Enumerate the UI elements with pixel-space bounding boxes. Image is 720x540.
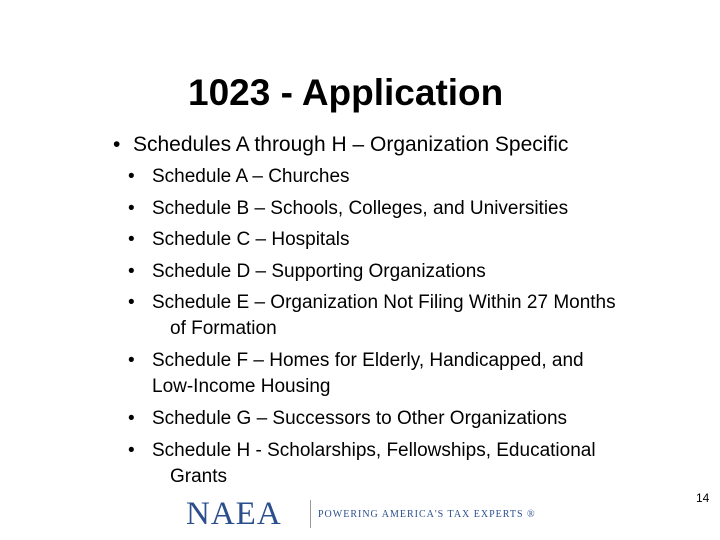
schedule-c-text: Schedule C – Hospitals	[152, 229, 350, 250]
footer-logo	[186, 496, 546, 532]
page-number: 14	[696, 491, 710, 505]
bullet-icon: •	[128, 408, 135, 429]
bullet-icon: •	[128, 350, 135, 371]
schedule-f-text: Schedule F – Homes for Elderly, Handicapped, and	[152, 350, 584, 371]
bullet-icon: •	[128, 166, 135, 187]
bullet-icon: •	[128, 440, 135, 461]
naea-logo: NAEA	[186, 496, 282, 532]
slide-title: 1023 - Application	[188, 72, 504, 113]
bullet-icon: •	[113, 133, 121, 156]
schedule-b-text: Schedule B – Schools, Colleges, and Universities	[152, 198, 569, 219]
logo-tagline: POWERING AMERICA'S TAX EXPERTS ®	[318, 509, 536, 520]
bullet-icon: •	[128, 261, 135, 282]
bullet-icon: •	[128, 292, 135, 313]
schedule-f-continuation: Low-Income Housing	[152, 376, 331, 397]
bullet-icon: •	[128, 229, 135, 250]
bullet-icon: •	[128, 198, 135, 219]
main-bullet-text: Schedules A through H – Organization Specific	[133, 133, 569, 156]
schedule-g-text: Schedule G – Successors to Other Organizations	[152, 408, 568, 429]
schedule-d-text: Schedule D – Supporting Organizations	[152, 261, 486, 282]
schedule-e-text: Schedule E – Organization Not Filing Within 27 Months	[152, 292, 616, 313]
schedule-e-continuation: of Formation	[170, 318, 277, 339]
logo-divider	[310, 500, 311, 528]
schedule-a-text: Schedule A – Churches	[152, 166, 350, 187]
schedule-h-text: Schedule H - Scholarships, Fellowships, Educational	[152, 440, 596, 461]
schedule-h-continuation: Grants	[170, 466, 228, 487]
